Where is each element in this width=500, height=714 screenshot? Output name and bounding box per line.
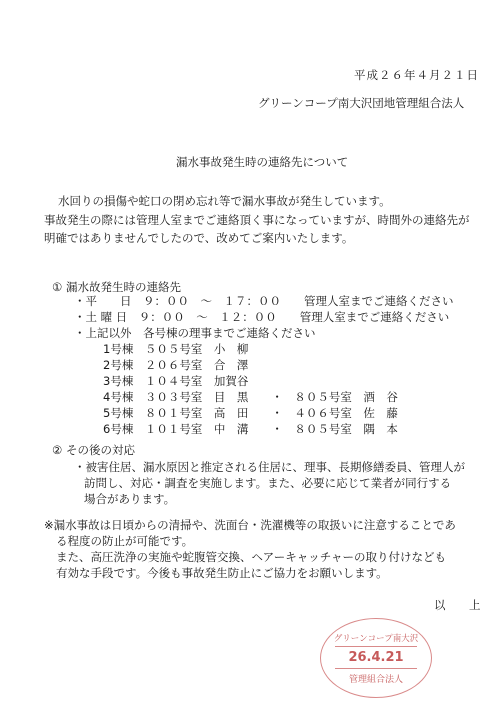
section2-heading: ② その後の対応 bbox=[52, 443, 135, 457]
building-contact: 5号棟 ８０１号室 高 田 ・ ４０６号室 佐 藤 bbox=[103, 406, 398, 420]
building-contact: 4号棟 ３０３号室 目 黒 ・ ８０５号室 酒 谷 bbox=[103, 390, 398, 404]
note-line-1: ※漏水事故は日頃からの清掃や、洗面台・洗濯機等の取扱いに注意することであ bbox=[44, 518, 456, 532]
stamp-date: 26.4.21 bbox=[348, 650, 404, 665]
note-line-3: また、高圧洗浄の実施や蛇腹管交換、ヘアーキャッチャーの取り付けなども bbox=[56, 550, 446, 564]
section1-heading: ① 漏水故発生時の連絡先 bbox=[52, 280, 181, 294]
stamp-bottom-text: 管理組合法人 bbox=[348, 675, 403, 685]
stamp-divider bbox=[335, 646, 417, 647]
other-hours: ・上記以外 各号棟の理事までご連絡ください bbox=[74, 326, 316, 340]
building-contact: 2号棟 ２０６号室 合 澤 bbox=[103, 358, 249, 372]
closing: 以 上 bbox=[434, 598, 487, 612]
saturday-hours: ・土 曜 日 ９：００ ～ １２：００ 管理人室までご連絡ください bbox=[74, 310, 450, 324]
building-contact: 3号棟 １０４号室 加賀谷 bbox=[103, 374, 249, 388]
stamp-divider bbox=[335, 668, 417, 669]
stamp-top-text: グリーンコープ南大沢 bbox=[333, 634, 419, 644]
note-line-2: る程度の防止が可能です。 bbox=[56, 534, 194, 548]
organization-name: グリーンコープ南大沢団地管理組合法人 bbox=[258, 96, 465, 110]
intro-line-3: 明確ではありませんでしたので、改めてご案内いたします。 bbox=[44, 231, 354, 245]
building-contact: 6号棟 １０１号室 中 溝 ・ ８０５号室 隅 本 bbox=[103, 422, 398, 436]
response-line-2: 訪問し、対応・調査を実施します。また、必要に応じて業者が同行する bbox=[84, 476, 452, 490]
intro-line-1: 水回りの損傷や蛇口の閉め忘れ等で漏水事故が発生しています。 bbox=[58, 194, 391, 208]
date: 平成２６年４月２１日 bbox=[354, 68, 479, 82]
date-stamp bbox=[320, 618, 432, 698]
building-contact: 1号棟 ５０５号室 小 柳 bbox=[103, 342, 249, 356]
weekday-hours: ・平 日 ９：００ ～ １７：００ 管理人室までご連絡ください bbox=[74, 294, 454, 308]
intro-line-2: 事故発生の際には管理人室までご連絡頂く事になっていますが、時間外の連絡先が bbox=[44, 213, 470, 227]
document-title: 漏水事故発生時の連絡先について bbox=[176, 155, 349, 169]
note-line-4: 有効な手段です。今後も事故発生防止にご協力をお願いします。 bbox=[56, 566, 388, 580]
response-line-1: ・被害住居、漏水原因と推定される住居に、理事、長期修繕委員、管理人が bbox=[74, 460, 465, 474]
response-line-3: 場合があります。 bbox=[84, 492, 176, 506]
